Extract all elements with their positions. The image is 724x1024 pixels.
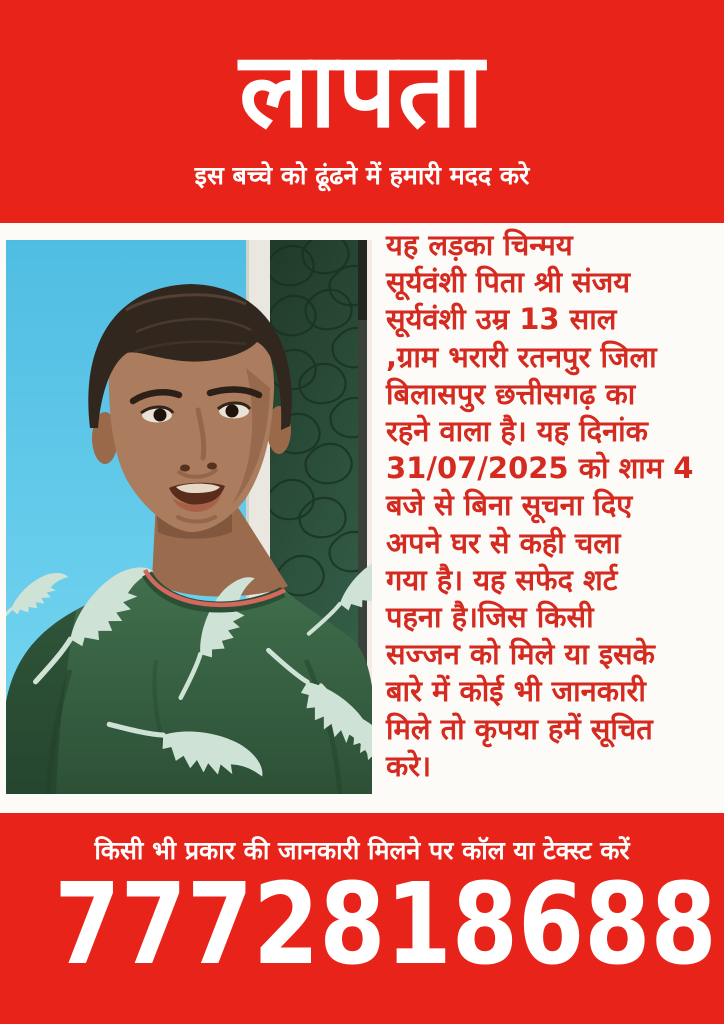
details-line: 31/07/2025 को शाम 4 (386, 451, 694, 486)
details-line: सज्जन को मिले या इसके (386, 637, 655, 672)
details-line: सूर्यवंशी उम्र 13 साल (386, 302, 617, 337)
details-text-block (386, 227, 722, 785)
poster-title: लापता (239, 29, 485, 151)
details-line: यह लड़का चिन्मय (386, 228, 573, 262)
contact-caption: किसी भी प्रकार की जानकारी मिलने पर कॉल या टेक्स्ट करें (94, 836, 630, 865)
details-line: अपने घर से कही चला (386, 525, 621, 560)
details-line: बजे से बिना सूचना दिए (386, 488, 633, 523)
contact-phone-number: 7772818688 (54, 860, 717, 990)
details-line: ,ग्राम भरारी रतनपुर जिला (386, 339, 657, 374)
footer-red-band (0, 813, 724, 1024)
details-line: रहने वाला है। यह दिनांक (386, 414, 648, 449)
missing-boy-photo (6, 240, 372, 794)
details-line: करे। (386, 748, 432, 783)
details-line: गया है। यह सफेद शर्ट (386, 562, 618, 597)
details-line: बिलासपुर छत्तीसगढ़ का (386, 376, 636, 411)
details-line: बारे में कोई भी जानकारी (386, 674, 646, 709)
poster-subtitle: इस बच्चे को ढूंढने में हमारी मदद करे (194, 161, 530, 190)
photo-illustration (6, 240, 372, 794)
details-line: मिले तो कृपया हमें सूचित (386, 711, 653, 746)
details-line: सूर्यवंशी पिता श्री संजय (386, 265, 631, 300)
details-line: पहना है।जिस किसी (386, 600, 594, 635)
